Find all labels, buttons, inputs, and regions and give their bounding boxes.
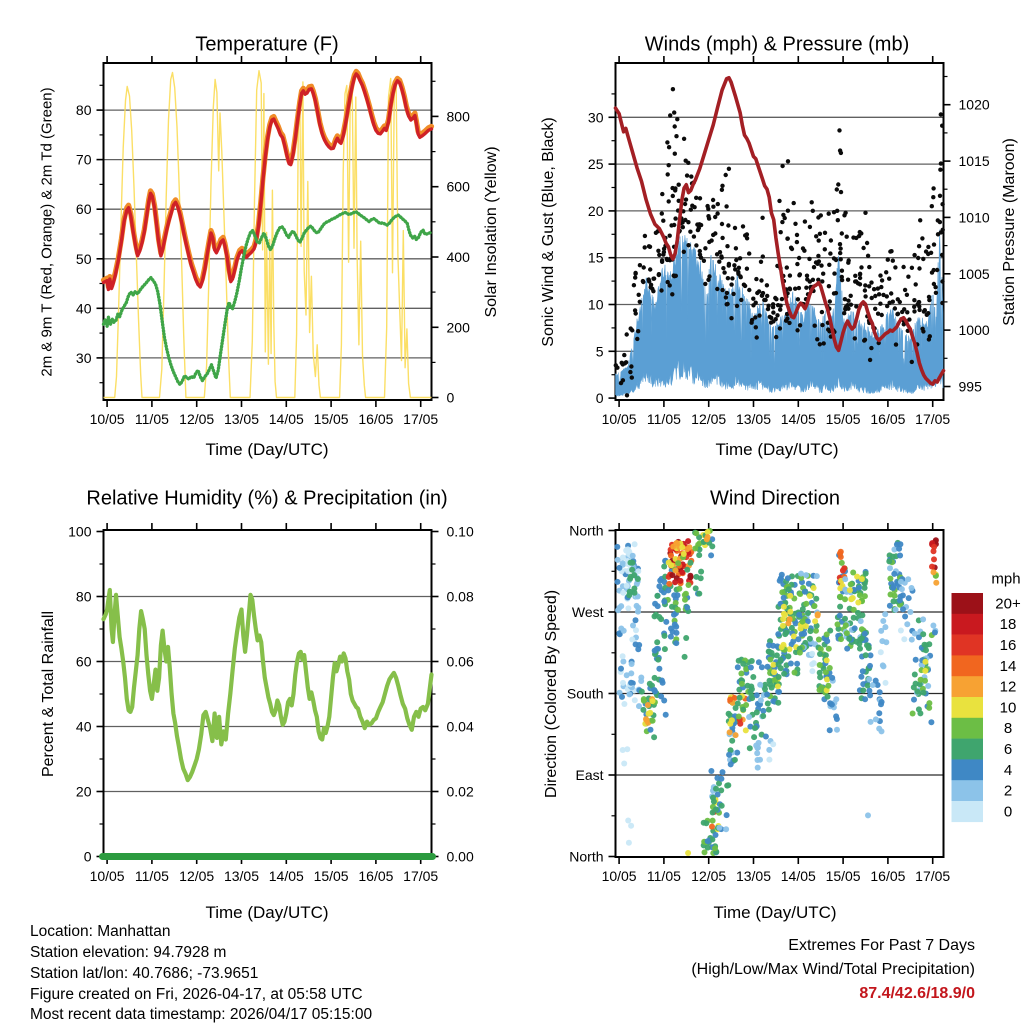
svg-text:13/05: 13/05 bbox=[223, 411, 260, 427]
svg-text:5: 5 bbox=[595, 343, 604, 360]
svg-text:2: 2 bbox=[1003, 782, 1013, 800]
y-axis-label-rh-left: Percent & Total Rainfall bbox=[40, 610, 57, 778]
svg-text:0.04: 0.04 bbox=[446, 718, 474, 735]
svg-text:17/05: 17/05 bbox=[403, 868, 439, 884]
svg-text:15/05: 15/05 bbox=[313, 868, 349, 884]
svg-text:0.06: 0.06 bbox=[446, 653, 474, 670]
svg-text:16/05: 16/05 bbox=[358, 411, 394, 427]
svg-text:1020: 1020 bbox=[958, 96, 990, 113]
y-axis-label-solar-right: Solar Insolation (Yellow) bbox=[483, 146, 500, 318]
svg-text:20: 20 bbox=[75, 783, 92, 800]
svg-text:60: 60 bbox=[75, 653, 92, 670]
svg-text:17/05: 17/05 bbox=[403, 411, 439, 427]
svg-text:200: 200 bbox=[446, 319, 470, 336]
panel-title-temperature: Temperature (F) bbox=[195, 33, 339, 56]
svg-text:15/05: 15/05 bbox=[825, 411, 861, 427]
footer-created: Figure created on Fri, 2026-04-17, at 05:58 UTC bbox=[30, 986, 363, 1003]
svg-text:10: 10 bbox=[999, 699, 1017, 717]
svg-text:14/05: 14/05 bbox=[268, 868, 304, 884]
footer-location: Location: Manhattan bbox=[30, 923, 171, 940]
svg-text:100: 100 bbox=[68, 523, 92, 540]
svg-text:0: 0 bbox=[83, 848, 92, 865]
svg-text:0: 0 bbox=[595, 390, 604, 407]
svg-text:12/05: 12/05 bbox=[179, 411, 215, 427]
svg-text:West: West bbox=[571, 604, 604, 621]
svg-text:16/05: 16/05 bbox=[870, 868, 906, 884]
svg-text:12: 12 bbox=[999, 678, 1017, 696]
footer-timestamp: Most recent data timestamp: 2026/04/17 05:15:00 bbox=[30, 1006, 373, 1023]
svg-text:16: 16 bbox=[999, 637, 1017, 654]
colorbar bbox=[952, 593, 1021, 822]
svg-text:30: 30 bbox=[587, 109, 604, 126]
svg-text:0.10: 0.10 bbox=[446, 523, 474, 540]
x-axis-label-winds: Time (Day/UTC) bbox=[715, 440, 839, 459]
svg-text:6: 6 bbox=[1003, 741, 1013, 758]
svg-text:10: 10 bbox=[587, 296, 604, 313]
svg-text:13/05: 13/05 bbox=[223, 868, 260, 884]
svg-text:1000: 1000 bbox=[958, 322, 990, 339]
svg-text:15/05: 15/05 bbox=[313, 411, 349, 427]
svg-text:15: 15 bbox=[587, 249, 604, 266]
svg-text:40: 40 bbox=[75, 300, 92, 317]
extremes-title: Extremes For Past 7 Days bbox=[788, 937, 975, 954]
svg-text:600: 600 bbox=[446, 178, 470, 195]
svg-text:18: 18 bbox=[999, 616, 1017, 634]
panel-winds-plot bbox=[614, 78, 945, 398]
svg-text:70: 70 bbox=[75, 151, 92, 168]
svg-text:11/05: 11/05 bbox=[134, 868, 169, 884]
svg-text:0: 0 bbox=[446, 389, 455, 406]
svg-text:17/05: 17/05 bbox=[915, 411, 951, 427]
svg-text:12/05: 12/05 bbox=[691, 868, 727, 884]
svg-text:17/05: 17/05 bbox=[915, 868, 951, 884]
svg-text:10/05: 10/05 bbox=[89, 868, 125, 884]
svg-text:1015: 1015 bbox=[958, 153, 990, 170]
svg-text:10/05: 10/05 bbox=[601, 868, 637, 884]
y-axis-label-direction-left: Direction (Colored By Speed) bbox=[543, 589, 560, 799]
svg-text:4: 4 bbox=[1003, 761, 1013, 779]
svg-text:1010: 1010 bbox=[958, 209, 990, 226]
svg-text:20+: 20+ bbox=[995, 595, 1021, 613]
y-axis-label-pressure-right: Station Pressure (Maroon) bbox=[1001, 138, 1018, 326]
svg-text:10/05: 10/05 bbox=[89, 411, 125, 427]
svg-text:13/05: 13/05 bbox=[735, 411, 772, 427]
panel-temperature-plot bbox=[104, 71, 432, 398]
svg-text:16/05: 16/05 bbox=[870, 411, 906, 427]
svg-text:25: 25 bbox=[587, 156, 604, 173]
svg-text:0: 0 bbox=[1003, 803, 1013, 821]
panel-rh-plot bbox=[103, 590, 433, 857]
svg-text:30: 30 bbox=[75, 349, 92, 366]
svg-text:13/05: 13/05 bbox=[735, 868, 772, 884]
svg-text:800: 800 bbox=[446, 108, 470, 125]
svg-text:0.02: 0.02 bbox=[446, 783, 474, 800]
svg-text:40: 40 bbox=[75, 718, 92, 735]
x-axis-label-temp: Time (Day/UTC) bbox=[205, 440, 329, 459]
svg-text:80: 80 bbox=[75, 588, 92, 605]
svg-text:995: 995 bbox=[958, 378, 982, 395]
extremes-subtitle: (High/Low/Max Wind/Total Precipitation) bbox=[691, 961, 975, 978]
svg-text:South: South bbox=[566, 685, 604, 702]
panel-title-winds-pressure: Winds (mph) & Pressure (mb) bbox=[644, 33, 910, 56]
footer-latlon: Station lat/lon: 40.7686; -73.9651 bbox=[30, 965, 259, 982]
x-axis-label-rh: Time (Day/UTC) bbox=[205, 903, 329, 922]
svg-text:50: 50 bbox=[75, 250, 92, 267]
svg-text:20: 20 bbox=[587, 202, 604, 219]
panel-title-wind-direction: Wind Direction bbox=[709, 487, 841, 510]
extremes-values: 87.4/42.6/18.9/0 bbox=[859, 985, 975, 1002]
svg-text:1005: 1005 bbox=[958, 265, 990, 282]
panel-title-rh-precip: Relative Humidity (%) & Precipitation (in) bbox=[86, 487, 448, 510]
svg-text:North: North bbox=[569, 522, 604, 539]
footer-elevation: Station elevation: 94.7928 m bbox=[30, 944, 227, 961]
svg-text:12/05: 12/05 bbox=[691, 411, 727, 427]
svg-text:80: 80 bbox=[75, 102, 92, 119]
x-axis-label-direction: Time (Day/UTC) bbox=[713, 903, 837, 922]
svg-text:400: 400 bbox=[446, 248, 470, 265]
panel-direction-plot bbox=[614, 528, 939, 856]
svg-text:0.08: 0.08 bbox=[446, 588, 474, 605]
svg-text:14: 14 bbox=[999, 657, 1017, 675]
svg-text:11/05: 11/05 bbox=[134, 411, 169, 427]
svg-text:12/05: 12/05 bbox=[179, 868, 215, 884]
svg-text:11/05: 11/05 bbox=[646, 868, 681, 884]
svg-text:East: East bbox=[575, 767, 604, 784]
svg-text:60: 60 bbox=[75, 201, 92, 218]
colorbar-title: mph bbox=[991, 570, 1021, 588]
svg-text:14/05: 14/05 bbox=[268, 411, 304, 427]
svg-text:16/05: 16/05 bbox=[358, 868, 394, 884]
svg-text:0.00: 0.00 bbox=[446, 848, 474, 865]
svg-text:15/05: 15/05 bbox=[825, 868, 861, 884]
svg-text:14/05: 14/05 bbox=[780, 868, 816, 884]
svg-text:11/05: 11/05 bbox=[646, 411, 681, 427]
svg-text:14/05: 14/05 bbox=[780, 411, 816, 427]
svg-text:10/05: 10/05 bbox=[601, 411, 637, 427]
svg-text:North: North bbox=[569, 848, 604, 865]
y-axis-label-temp-left: 2m & 9m T (Red, Orange) & 2m Td (Green) bbox=[38, 87, 56, 377]
y-axis-label-wind-left: Sonic Wind & Gust (Blue, Black) bbox=[540, 117, 557, 347]
svg-text:8: 8 bbox=[1003, 720, 1013, 738]
